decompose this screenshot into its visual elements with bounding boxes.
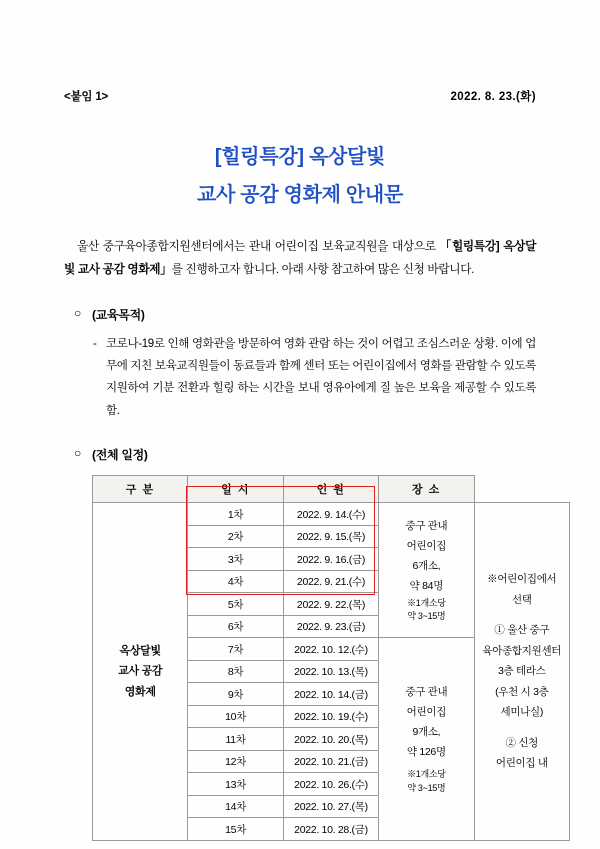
cell-session-number: 10차: [188, 705, 283, 728]
table-row: [93, 503, 570, 526]
section-purpose-body: [64, 333, 536, 423]
cell-session-number: 14차: [188, 795, 283, 818]
cell-session-number: 8차: [188, 660, 283, 683]
document-header: [64, 88, 536, 104]
cell-session-number: 5차: [188, 593, 283, 616]
schedule-table-body: [93, 503, 570, 841]
section-purpose-heading: [64, 306, 536, 323]
attachment-label: <붙임 1>: [64, 91, 109, 103]
circle-bullet-icon: ○: [74, 305, 81, 320]
cell-session-date: 2022. 10. 13.(목): [283, 660, 378, 683]
place-line-2: 선택: [511, 593, 532, 606]
circle-bullet-icon-2: ○: [74, 446, 81, 461]
people2-line-3: 9개소,: [412, 725, 441, 738]
place-line-3: ① 울산 중구: [494, 624, 550, 637]
intro-bold-title: 「힐링특강] 옥상달빛 교사 공감 영화제」: [64, 240, 537, 276]
section-schedule-title: (전체 일정): [92, 448, 148, 463]
cell-session-date: 2022. 9. 23.(금): [283, 615, 378, 638]
people2-line-1: 중구 관내: [405, 685, 448, 698]
place-line-4: 육아종합지원센터: [482, 644, 562, 657]
cell-session-date: 2022. 10. 26.(수): [283, 773, 378, 796]
cell-session-date: 2022. 10. 28.(금): [283, 818, 378, 841]
cell-session-number: 15차: [188, 818, 283, 841]
place-line-9: 어린이집 내: [495, 757, 548, 770]
people2-line-4: 약 126명: [406, 745, 446, 758]
intro-part-1: 울산 중구육아종합지원센터에서는 관내 어린이집 보육교직원을 대상으로: [77, 240, 440, 253]
people2-note-line-2: 약 3~15명: [407, 782, 446, 793]
section-purpose-text: 코로나-19로 인해 영화관을 방문하여 영화 관람 하는 것이 어렵고 조심스러운 상황. 이에 업무에 지친 보육교직원들이 동료들과 함께 센터 또는 어린이집에서 영화를 관람할 수 있도록 지원하여 기분 전환과 힐링 하는 시간을 보내 영유아에게 질 높은 보육을 제공할 수 있도록 함.: [106, 337, 536, 417]
people1-line-1: 중구 관내: [405, 519, 448, 532]
cell-session-number: 6차: [188, 615, 283, 638]
row-label-line-3: 영화제: [124, 685, 156, 698]
section-purpose: [64, 306, 536, 423]
cell-session-number: 4차: [188, 570, 283, 593]
section-purpose-title: (교육목적): [92, 307, 145, 322]
people1-note-line-1: ※1개소당: [407, 597, 446, 608]
dash-bullet-icon: -: [93, 337, 97, 350]
cell-session-number: 12차: [188, 750, 283, 773]
place-spacer-1: [476, 610, 568, 620]
people1-line-4: 약 84명: [409, 579, 444, 592]
people1-line-2: 어린이집: [406, 539, 447, 552]
cell-session-number: 7차: [188, 638, 283, 661]
people2-note-line-1: ※1개소당: [407, 769, 446, 780]
section-schedule-heading: [64, 446, 536, 463]
cell-session-date: 2022. 9. 16.(금): [283, 548, 378, 571]
col-header-place: 장 소: [379, 476, 474, 503]
row-label-program: [93, 503, 188, 841]
place-line-8: ② 신청: [505, 736, 539, 749]
cell-people-group-2: [379, 638, 474, 841]
place-line-5: 3층 테라스: [498, 665, 546, 678]
cell-session-date: 2022. 10. 12.(수): [283, 638, 378, 661]
document-date: 2022. 8. 23.(화): [450, 91, 536, 103]
cell-session-date: 2022. 10. 20.(목): [283, 728, 378, 751]
cell-session-number: 3차: [188, 548, 283, 571]
people1-note-line-2: 약 3~15명: [407, 611, 446, 622]
people2-line-2: 어린이집: [406, 705, 447, 718]
row-label-line-1: 옥상달빛: [119, 645, 161, 658]
cell-session-number: 11차: [188, 728, 283, 751]
col-header-people: 인 원: [283, 476, 378, 503]
place-line-7: 세미나실): [500, 706, 544, 719]
place-line-1: ※어린이집에서: [487, 573, 557, 586]
cell-place: [474, 503, 569, 841]
schedule-table: [92, 475, 570, 841]
cell-session-number: 13차: [188, 773, 283, 796]
schedule-table-head: [93, 476, 570, 503]
place-spacer-2: [476, 723, 568, 733]
col-header-datetime: 일 시: [188, 476, 283, 503]
document-title: [64, 142, 536, 210]
cell-session-date: 2022. 9. 15.(목): [283, 525, 378, 548]
cell-session-date: 2022. 9. 14.(수): [283, 503, 378, 526]
cell-session-number: 2차: [188, 525, 283, 548]
cell-session-number: 1차: [188, 503, 283, 526]
cell-session-date: 2022. 10. 21.(금): [283, 750, 378, 773]
title-line-2: 교사 공감 영화제 안내문: [197, 184, 403, 206]
row-label-line-2: 교사 공감: [118, 665, 163, 678]
cell-session-date: 2022. 10. 19.(수): [283, 705, 378, 728]
cell-session-date: 2022. 9. 22.(목): [283, 593, 378, 616]
title-line-1: [힐링특강] 옥상달빛: [214, 146, 386, 168]
cell-session-date: 2022. 10. 27.(목): [283, 795, 378, 818]
cell-session-number: 9차: [188, 683, 283, 706]
people1-line-3: 6개소,: [412, 559, 441, 572]
cell-session-date: 2022. 9. 21.(수): [283, 570, 378, 593]
section-schedule: [64, 446, 562, 841]
intro-paragraph: [64, 236, 536, 282]
intro-part-2: 를 진행하고자 합니다. 아래 사항 참고하여 많은 신청 바랍니다.: [171, 262, 475, 276]
cell-session-date: 2022. 10. 14.(금): [283, 683, 378, 706]
cell-people-group-1: [379, 503, 474, 638]
table-header-row: [93, 476, 570, 503]
col-header-division: 구 분: [93, 476, 188, 503]
place-line-6: (우천 시 3층: [495, 685, 549, 698]
